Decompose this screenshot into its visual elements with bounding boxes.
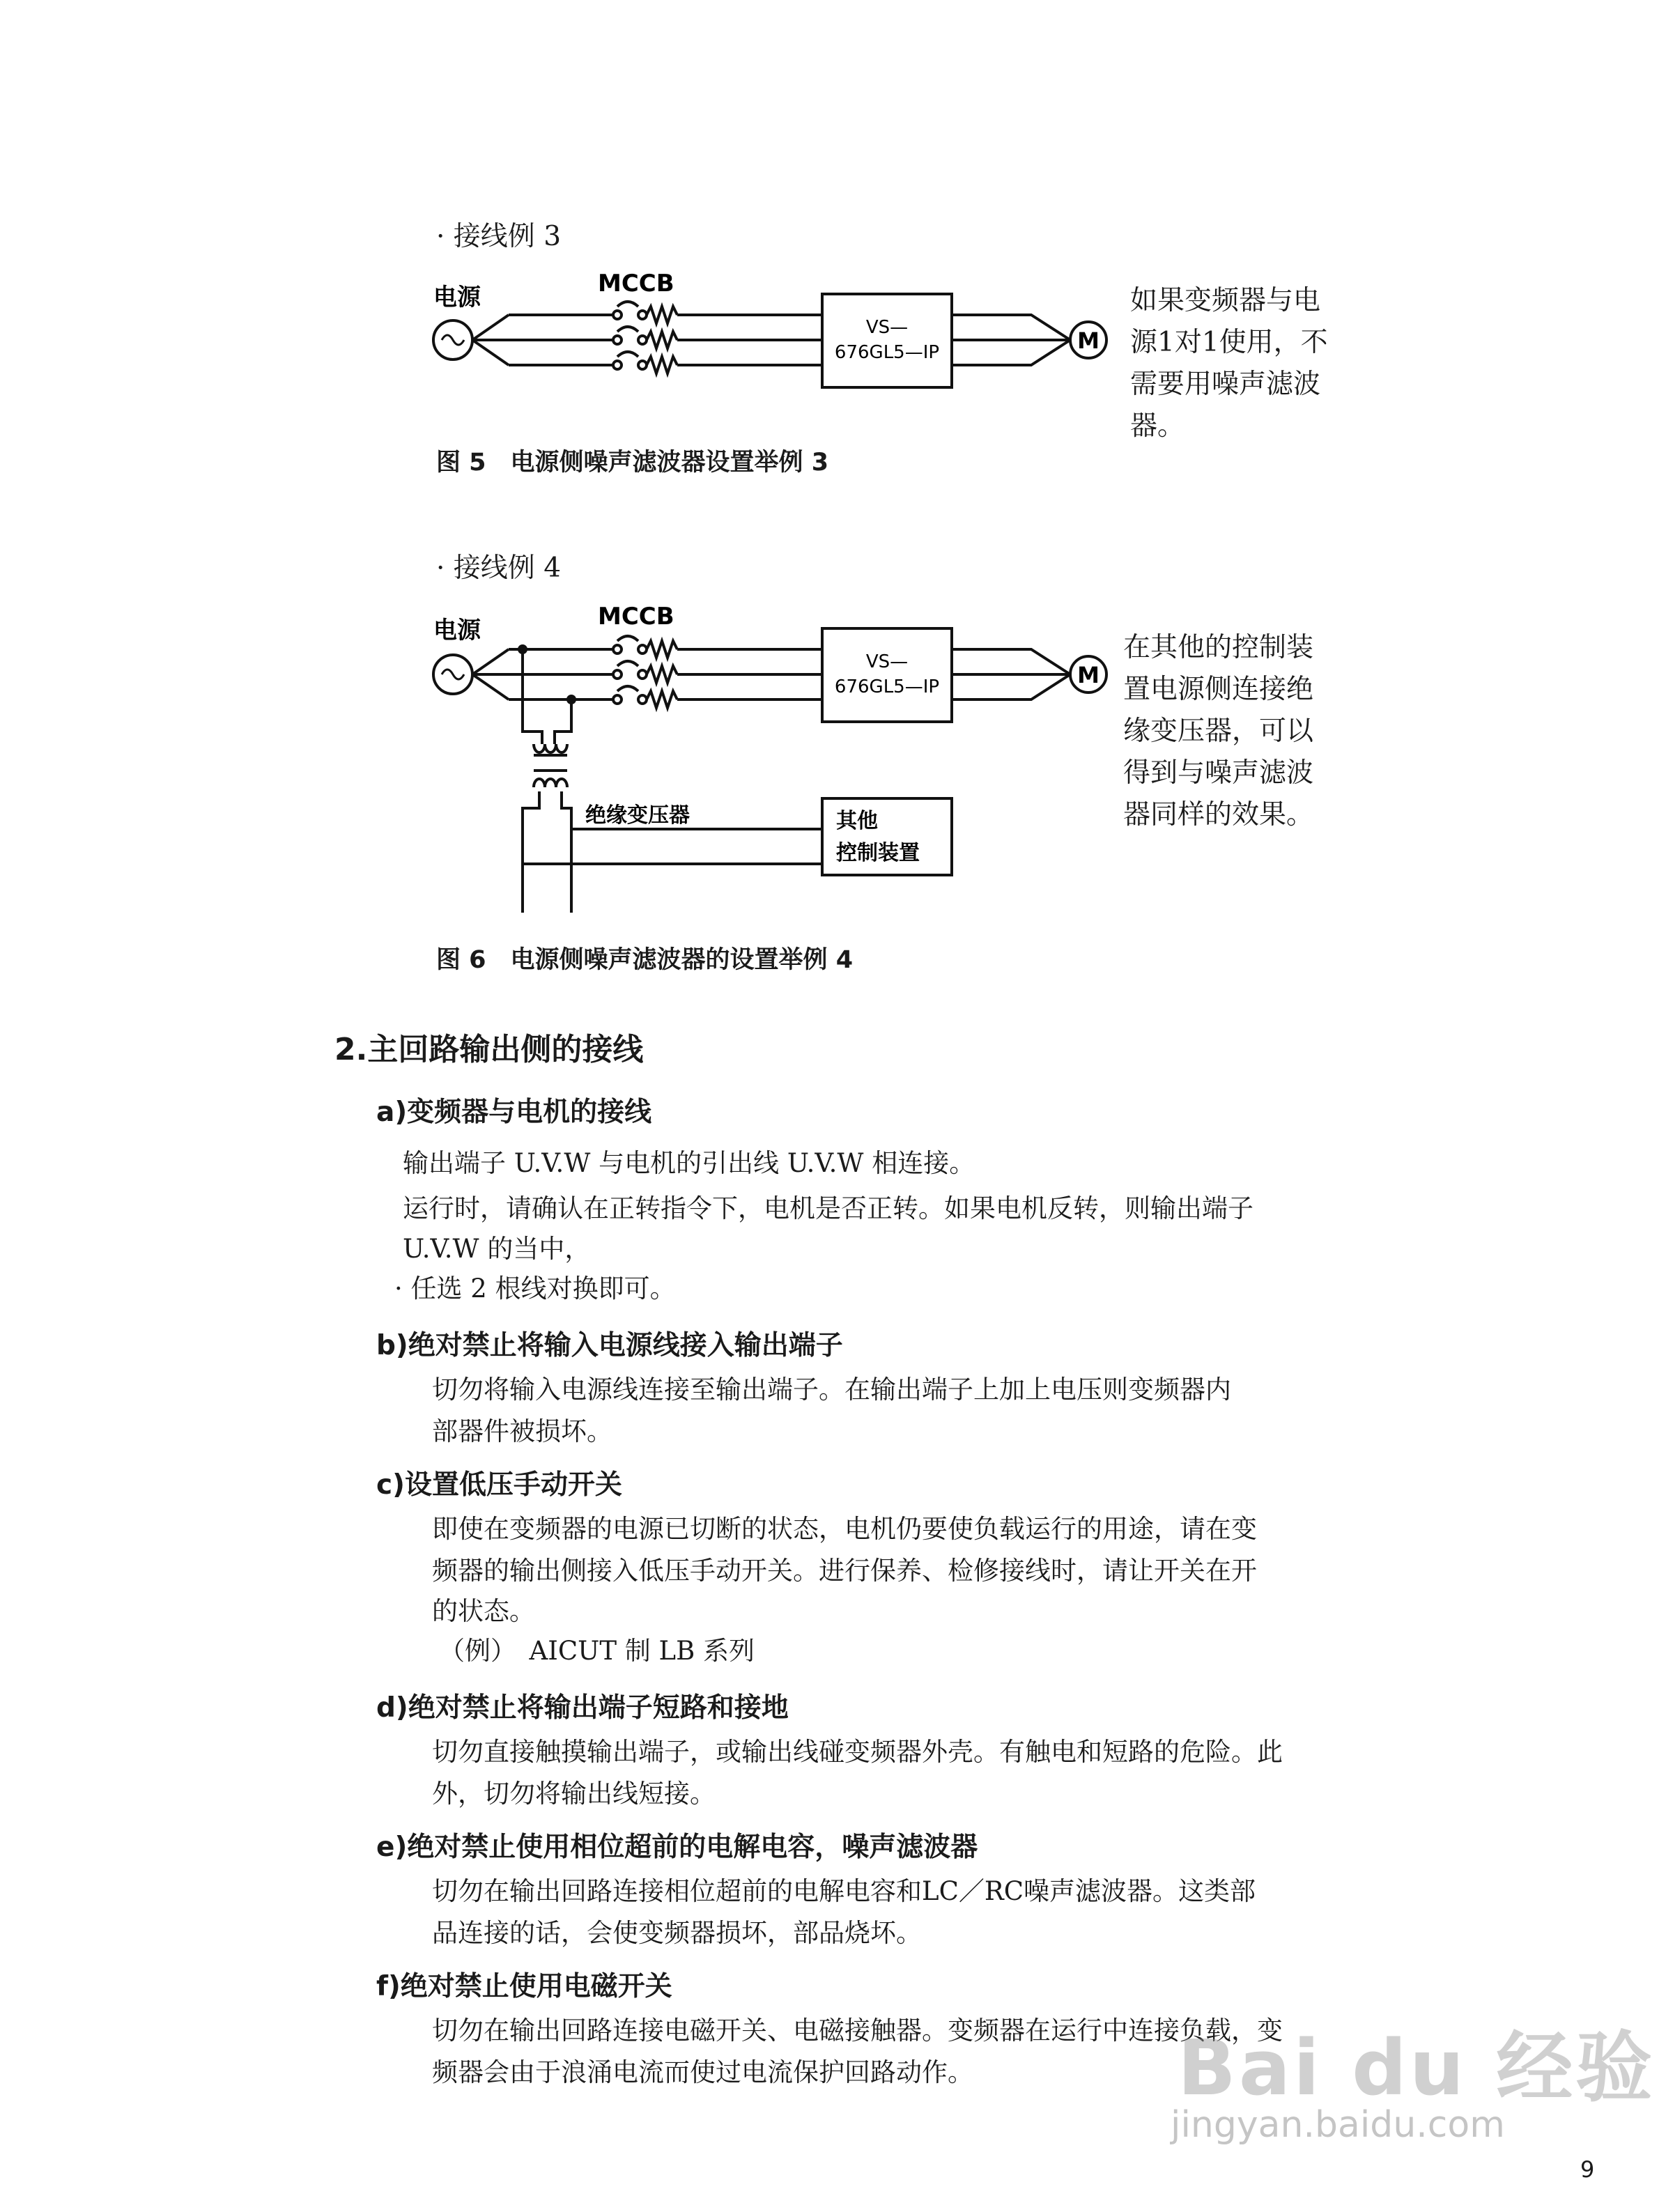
fig6-other-device-line1: 其他 bbox=[836, 809, 878, 833]
fig5-inverter-line2: 676GL5—IP bbox=[834, 342, 940, 363]
fig6-transformer-label: 绝缘变压器 bbox=[585, 803, 690, 828]
fig5-mccb-label: MCCB bbox=[598, 270, 674, 297]
fig5-wiring-diagram bbox=[418, 251, 1122, 418]
fig6-inverter-box bbox=[822, 628, 952, 722]
item-d-line-1: 切勿直接触摸输出端子，或输出线碰变频器外壳。有触电和短路的危险。此 bbox=[432, 1737, 1283, 1767]
item-a-line-4: · 任选 2 根线对换即可。 bbox=[394, 1274, 676, 1304]
item-a-line-2: 运行时，请确认在正转指令下，电机是否正转。如果电机反转，则输出端子 bbox=[403, 1193, 1253, 1223]
item-d-heading: d)绝对禁止将输出端子短路和接地 bbox=[376, 1692, 789, 1724]
item-c-line-3: 的状态。 bbox=[432, 1596, 535, 1626]
fig6-motor-label: M bbox=[1077, 662, 1099, 688]
item-e-line-2: 品连接的话，会使变频器损坏，部品烧坏。 bbox=[432, 1918, 922, 1948]
fig5-source-label: 电源 bbox=[433, 284, 481, 311]
item-e-line-1: 切勿在输出回路连接相位超前的电解电容和LC／RC噪声滤波器。这类部 bbox=[432, 1876, 1256, 1906]
fig6-transformer-taps bbox=[519, 646, 575, 744]
fig5-inverter-line1: VS— bbox=[865, 317, 909, 338]
fig6-mccb-label: MCCB bbox=[598, 603, 674, 631]
fig6-source-label: 电源 bbox=[433, 617, 481, 644]
section-title: 2.主回路输出侧的接线 bbox=[334, 1032, 644, 1067]
item-a-heading: a)变频器与电机的接线 bbox=[376, 1097, 652, 1128]
item-b-heading: b)绝对禁止将输入电源线接入输出端子 bbox=[376, 1330, 843, 1361]
fig6-inverter-line2: 676GL5—IP bbox=[834, 676, 940, 697]
fig6-wiring-diagram bbox=[418, 585, 1122, 920]
item-d-line-2: 外，切勿将输出线短接。 bbox=[432, 1779, 716, 1809]
item-b-line-2: 部器件被损坏。 bbox=[432, 1416, 612, 1446]
item-e-heading: e)绝对禁止使用相位超前的电解电容，噪声滤波器 bbox=[376, 1832, 978, 1863]
watermark-url: jingyan.baidu.com bbox=[1171, 2104, 1505, 2146]
fig5-caption: 图 5 电源侧噪声滤波器设置举例 3 bbox=[436, 449, 829, 477]
fig5-example-title: · 接线例 3 bbox=[436, 221, 562, 252]
item-f-line-2: 频器会由于浪涌电流而使过电流保护回路动作。 bbox=[432, 2057, 973, 2087]
item-f-line-1: 切勿在输出回路连接电磁开关、电磁接触器。变频器在运行中连接负载，变 bbox=[432, 2016, 1283, 2045]
fig6-mccb-breakers bbox=[509, 636, 822, 708]
fig6-other-device-line2: 控制装置 bbox=[836, 841, 920, 865]
fig5-side-note: 如果变频器与电源1对1使用，不需要用噪声滤波器。 bbox=[1130, 285, 1328, 442]
page-number: 9 bbox=[1580, 2156, 1595, 2183]
fig6-side-note: 在其他的控制装置电源侧连接绝缘变压器，可以得到与噪声滤波器同样的效果。 bbox=[1123, 632, 1314, 830]
item-c-line-1: 即使在变频器的电源已切断的状态，电机仍要使负载运行的用途，请在变 bbox=[432, 1514, 1257, 1544]
item-a-line-3: U.V.W 的当中， bbox=[403, 1234, 591, 1264]
item-f-heading: f)绝对禁止使用电磁开关 bbox=[376, 1971, 672, 2002]
fig6-isolation-transformer bbox=[523, 744, 822, 913]
fig5-inverter-box bbox=[822, 294, 952, 387]
item-b-line-1: 切勿将输入电源线连接至输出端子。在输出端子上加上电压则变频器内 bbox=[432, 1375, 1231, 1405]
fig6-caption: 图 6 电源侧噪声滤波器的设置举例 4 bbox=[436, 946, 854, 974]
fig5-motor-label: M bbox=[1077, 327, 1099, 354]
item-a-line-1: 输出端子 U.V.W 与电机的引出线 U.V.W 相连接。 bbox=[403, 1148, 975, 1178]
item-c-heading: c)设置低压手动开关 bbox=[376, 1469, 622, 1501]
item-c-line-4: （例） AICUT 制 LB 系列 bbox=[439, 1636, 755, 1666]
item-c-line-2: 频器的输出侧接入低压手动开关。进行保养、检修接线时，请让开关在开 bbox=[432, 1556, 1257, 1586]
watermark-brand: Bai du 经验 bbox=[1178, 2023, 1656, 2112]
fig6-example-title: · 接线例 4 bbox=[436, 552, 562, 584]
fig6-inverter-line1: VS— bbox=[865, 651, 909, 672]
fig5-mccb-breakers bbox=[509, 302, 822, 373]
